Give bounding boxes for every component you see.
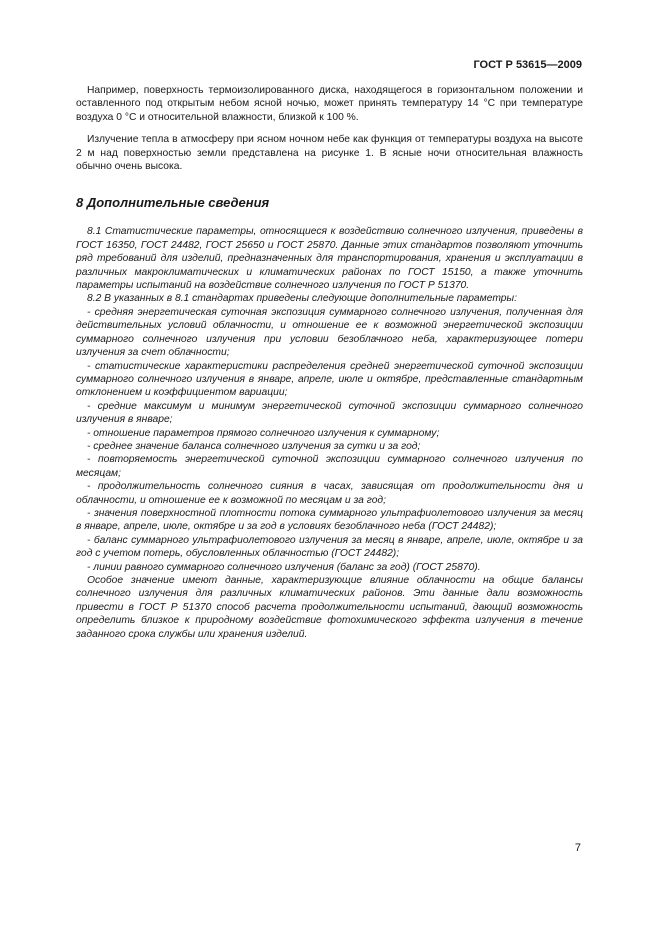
list-item: - повторяемость энергетической суточной экспозиции суммарного солнечного излучения по месяцам; [76,454,583,479]
list-item: - средняя энергетическая суточная экспозиция суммарного солнечного излучения, полученная для действительных условий облачности, и отношение ее к возможной энергетической экспозиции суммарного солнечного излучения при условии безоблачного неба, характеризующее потери излучения за счет облачности; [76,306,583,359]
list-item: - баланс суммарного ультрафиолетового излучения за месяц в январе, апреле, июле, октябре и за год с учетом потерь, обусловленных облачностью (ГОСТ 24482); [76,534,583,560]
paragraph-8-1: 8.1 Статистические параметры, относящиеся к воздействию солнечного излучения, приведены в ГОСТ 16350, ГОСТ 24482, ГОСТ 25650 и ГОСТ 25870. Данные этих стандартов позволяют уточнить ряд требований для изделий, предназначенных для транспортирования, хранения и эксплуатации в различных макроклиматических и климатических районах по ГОСТ 15150, а также уточнить параметры испытаний на воздействие солнечного излучения по ГОСТ Р 51370. [76,226,583,292]
paragraph-8-2: 8.2 В указанных в 8.1 стандартах приведены следующие дополнительные параметры: [87,293,517,305]
list-item: - средние максимум и минимум энергетической суточной экспозиции суммарного солнечного излучения в январе; [76,400,583,426]
intro-paragraph-2: Излучение тепла в атмосферу при ясном ночном небе как функция от температуры воздуха на высоте 2 м над поверхностью земли представлена на рисунке 1. В ясные ночи относительная влажность обычно очень высока. [76,134,583,173]
list-item: - значения поверхностной плотности потока суммарного ультрафиолетового излучения за месяц в январе, апреле, июле, октябре и за год в условиях безоблачного неба (ГОСТ 24482); [76,507,583,533]
intro-paragraph-1: Например, поверхность термоизолированного диска, находящегося в горизонтальном положении и оставленного под открытым небом ясной ночью, может принять температуру 14 °С при температуре воздуха 0 °С и относительной влажности, близкой к 100 %. [76,85,583,123]
document-code: ГОСТ Р 53615—2009 [473,59,582,71]
list-item: - среднее значение баланса солнечного излучения за сутки и за год; [87,440,421,452]
page-body [76,84,583,641]
paragraph-closing: Особое значение имеют данные, характеризующие влияние облачности на общие балансы солнечного излучения для различных климатических районов. Эти данные дали возможность привести в ГОСТ Р 51370 способ расчета продолжительности испытаний, дающий возможность определить близкое к природному воздействие фотохимического эффекта излучения в течение заданного срока службы или хранения изделий. [76,575,583,640]
section-title: 8 Дополнительные сведения [76,195,270,211]
section-body [76,225,583,641]
page-number: 7 [574,842,581,854]
list-item: - статистические характеристики распределения средней энергетической суточной экспозиции суммарного солнечного излучения в январе, апреле, июле и октябре, представленные стандартным отклонением и коэффициентом вариации; [76,360,583,399]
list-item: - продолжительность солнечного сияния в часах, зависящая от продолжительности дня и облачности, и отношение ее к возможной по месяцам и за год; [76,481,583,506]
list-item: - линии равного суммарного солнечного излучения (баланс за год) (ГОСТ 25870). [87,561,481,573]
list-item: - отношение параметров прямого солнечного излучения к суммарному; [87,427,440,439]
